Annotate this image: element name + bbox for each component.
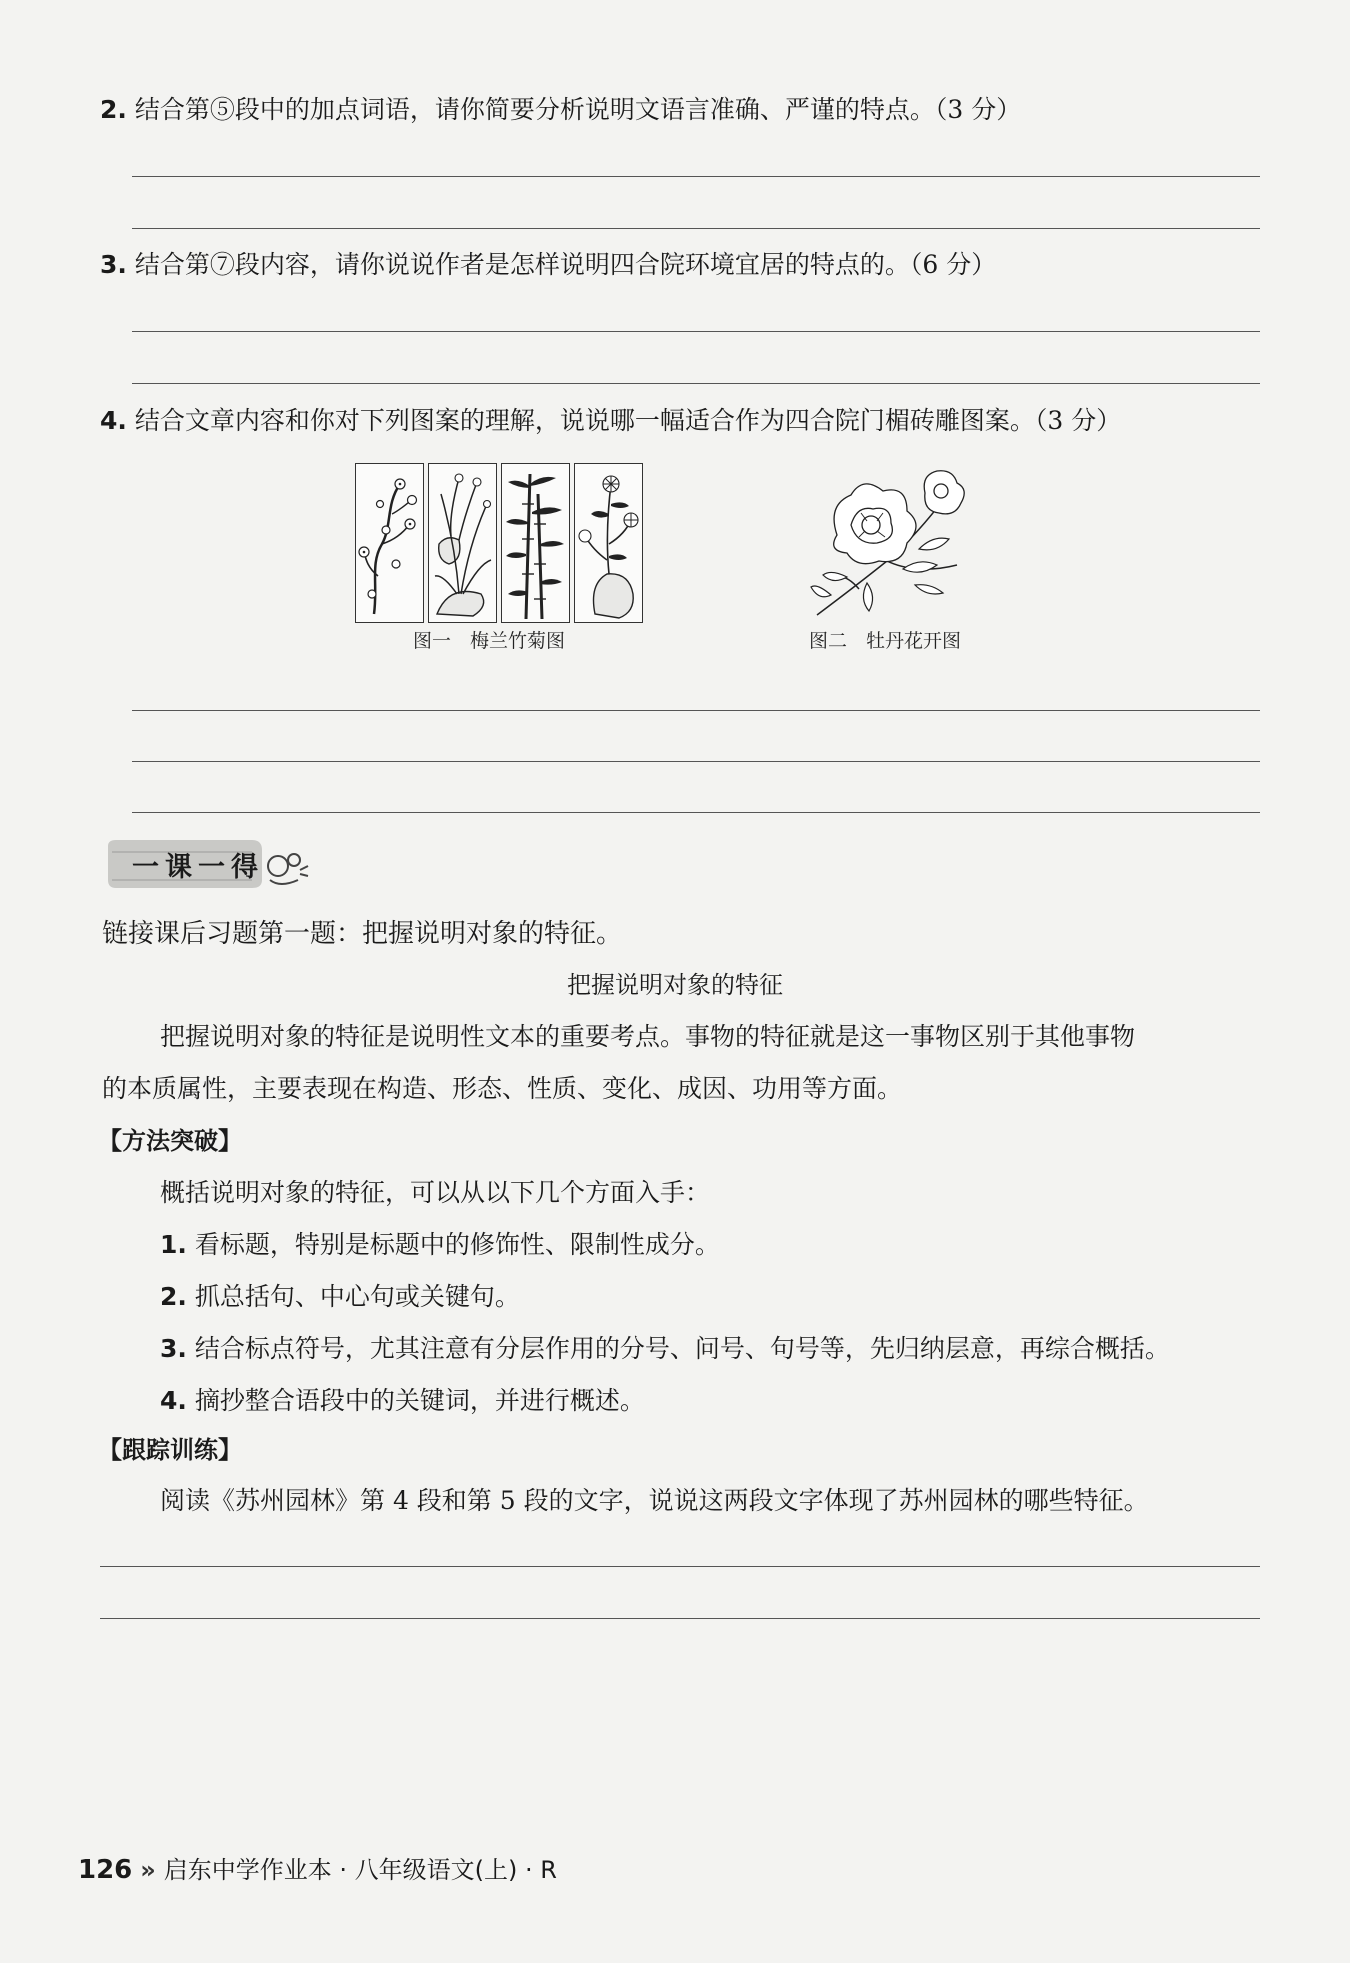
section-badge-label: 一课一得 [132,852,264,883]
method-item [160,1280,520,1314]
figure-2-caption: 图二 牡丹花开图 [809,630,962,652]
orchid-icon [428,463,497,623]
page-footer [78,1854,557,1886]
training-text: 阅读《苏州园林》第 4 段和第 5 段的文字，说说这两段文字体现了苏州园林的哪些特征。 [160,1486,1149,1515]
answer-line[interactable] [132,710,1260,711]
intro-paragraph-line-1: 把握说明对象的特征是说明性文本的重要考点。事物的特征就是这一事物区别于其他事物 [160,1022,1136,1051]
question-3 [100,248,996,282]
page-number: 126 [78,1855,133,1885]
question-text: 结合第⑦段内容，请你说说作者是怎样说明四合院环境宜居的特点的。（6 分） [134,250,997,279]
method-item [160,1228,720,1262]
question-2 [100,93,1021,127]
method-number: 3. [160,1334,187,1363]
answer-line[interactable] [132,228,1260,229]
question-number: 3. [100,250,127,279]
question-number: 4. [100,406,127,435]
method-heading: 【方法突破】 [98,1127,242,1155]
question-text: 结合文章内容和你对下列图案的理解，说说哪一幅适合作为四合院门楣砖雕图案。（3 分） [134,406,1122,435]
method-text: 结合标点符号，尤其注意有分层作用的分号、问号、句号等，先归纳层意，再综合概括。 [194,1334,1170,1363]
answer-line[interactable] [132,812,1260,813]
method-text: 摘抄整合语段中的关键词，并进行概述。 [194,1386,645,1415]
method-intro: 概括说明对象的特征，可以从以下几个方面入手： [160,1178,711,1207]
question-number: 2. [100,95,127,124]
method-text: 抓总括句、中心句或关键句。 [194,1282,520,1311]
method-number: 2. [160,1282,187,1311]
peony-icon [807,465,975,623]
figure-1-caption: 图一 梅兰竹菊图 [413,630,566,652]
section-subtitle: 把握说明对象的特征 [567,971,783,999]
method-item [160,1384,645,1418]
book-title: 启东中学作业本 · 八年级语文(上) · R [163,1856,557,1884]
training-heading: 【跟踪训练】 [98,1436,242,1464]
bamboo-icon [501,463,570,623]
method-text: 看标题，特别是标题中的修饰性、限制性成分。 [194,1230,720,1259]
section-lead: 链接课后习题第一题：把握说明对象的特征。 [102,919,623,949]
answer-line[interactable] [132,383,1260,384]
plum-blossom-icon [355,463,424,623]
answer-line[interactable] [132,176,1260,177]
question-text: 结合第⑤段中的加点词语，请你简要分析说明文语言准确、严谨的特点。（3 分） [134,95,1022,124]
question-4 [100,404,1121,438]
chrysanthemum-icon [574,463,643,623]
intro-paragraph-line-2: 的本质属性，主要表现在构造、形态、性质、变化、成因、功用等方面。 [102,1074,903,1103]
answer-line[interactable] [100,1618,1260,1619]
method-item [160,1332,1170,1366]
answer-line[interactable] [132,761,1260,762]
method-number: 1. [160,1230,187,1259]
double-chevron-icon: » [140,1856,156,1884]
method-number: 4. [160,1386,187,1415]
answer-line[interactable] [100,1566,1260,1567]
answer-line[interactable] [132,331,1260,332]
